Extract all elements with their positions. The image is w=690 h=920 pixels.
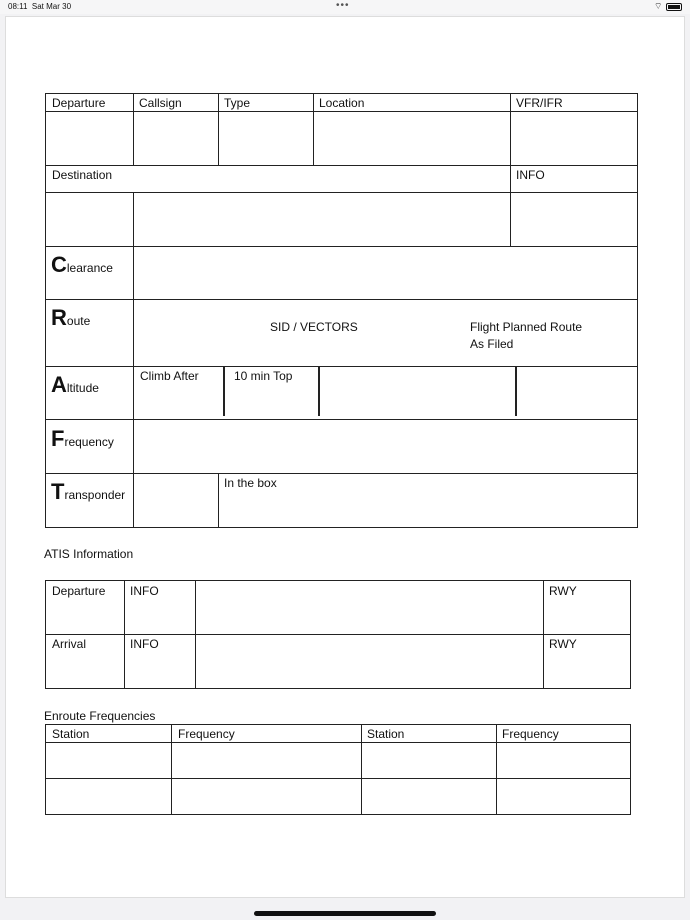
atis-title: ATIS Information	[44, 547, 134, 561]
atis-departure-rwy: RWY	[549, 584, 577, 598]
altitude-label: Altitude	[51, 372, 99, 397]
type-header: Type	[224, 96, 251, 110]
vfr-ifr-header: VFR/IFR	[516, 96, 563, 110]
destination-header: Destination	[52, 168, 113, 182]
callsign-header: Callsign	[139, 96, 182, 110]
wifi-icon: ⌔	[654, 1, 663, 11]
route-sid-vectors: SID / VECTORS	[270, 320, 358, 334]
climb-after-label: Climb After	[140, 369, 199, 383]
enroute-title: Enroute Frequencies	[44, 709, 156, 723]
document-page	[5, 16, 685, 898]
enroute-station-header-2: Station	[367, 727, 405, 741]
enroute-frequency-header-1: Frequency	[178, 727, 235, 741]
clearance-label: Clearance	[51, 252, 113, 277]
status-bar	[0, 0, 690, 14]
atis-arrival-rwy: RWY	[549, 637, 577, 651]
atis-arrival-info: INFO	[130, 637, 159, 651]
enroute-frequency-header-2: Frequency	[502, 727, 559, 741]
frequency-label: Frequency	[51, 426, 114, 451]
location-header: Location	[319, 96, 365, 110]
in-the-box-label: In the box	[224, 476, 277, 490]
enroute-station-header-1: Station	[52, 727, 90, 741]
battery-icon	[666, 3, 682, 11]
atis-departure-info: INFO	[130, 584, 159, 598]
atis-departure-label: Departure	[52, 584, 106, 598]
route-as-filed: As Filed	[470, 337, 514, 351]
info-header: INFO	[516, 168, 545, 182]
ten-min-top-label: 10 min Top	[234, 369, 293, 383]
route-flight-planned: Flight Planned Route	[470, 320, 583, 334]
departure-header: Departure	[52, 96, 106, 110]
home-indicator[interactable]	[254, 911, 436, 916]
status-time: 08:11 Sat Mar 30	[8, 2, 72, 11]
transponder-label: Transponder	[51, 479, 126, 504]
flight-plan-table	[6, 17, 686, 899]
multitask-dots-icon[interactable]: •••	[336, 0, 350, 11]
route-label: Route	[51, 305, 91, 330]
atis-arrival-label: Arrival	[52, 637, 87, 651]
